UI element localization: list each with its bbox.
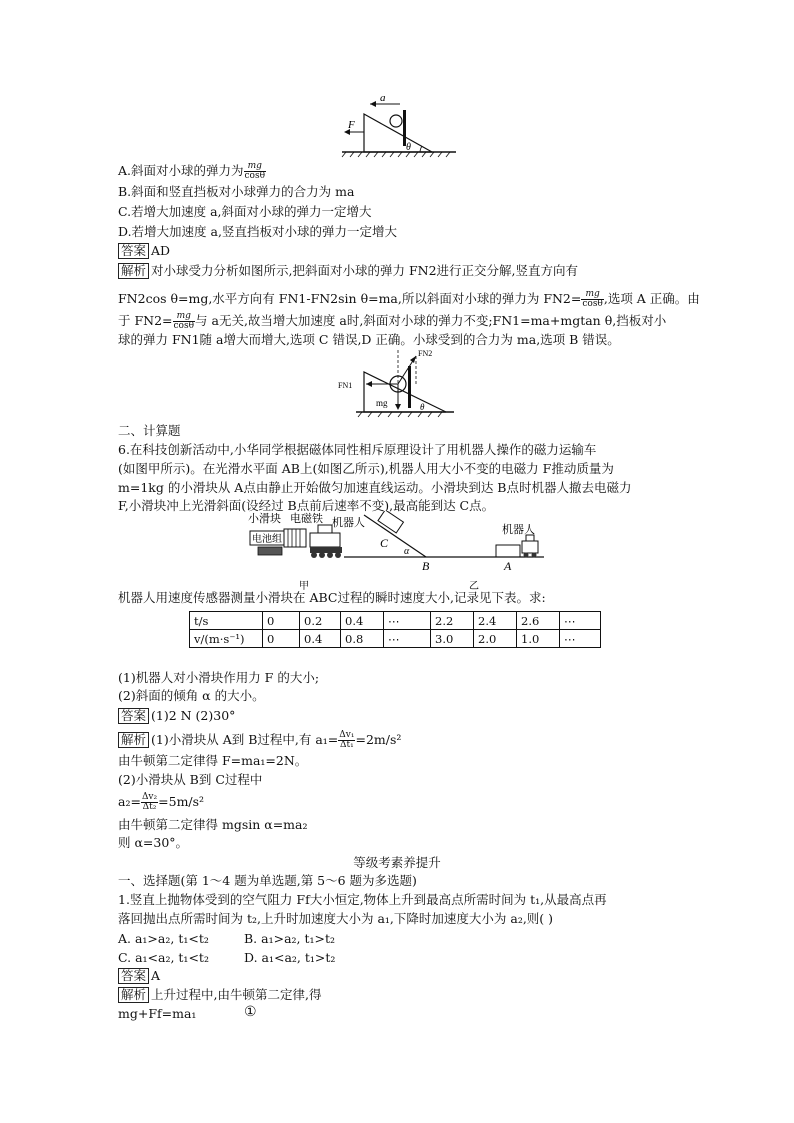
q6-line-2: (如图甲所示)。在光滑水平面 AB上(如图乙所示),机器人用大小不变的电磁力 F推动质量为 [118, 461, 614, 476]
q6-part-2: (2)斜面的倾角 α 的大小。 [118, 688, 265, 703]
label-theta-2: θ [420, 402, 425, 412]
label-robot: 机器人 [332, 517, 365, 529]
q6-line-3: m=1kg 的小滑块从 A点由静止开始做匀加速直线运动。小滑块到达 B点时机器人撤去电磁力 [118, 480, 632, 495]
analysis-tag: 解析 [118, 987, 149, 1003]
equation-1: mg+Ff=ma₁ [118, 1006, 197, 1021]
analysis-q1-line-1: 解析 上升过程中,由牛顿第二定律,得 [118, 987, 321, 1003]
q6-line-1: 6.在科技创新活动中,小华同学根据磁体同性相斥原理设计了用机器人操作的磁力运输车 [118, 442, 597, 457]
answer-tag: 答案 [118, 243, 149, 259]
section-heading-calc: 二、计算题 [118, 423, 181, 438]
section-title: 等级考素养提升 [353, 855, 441, 870]
label-mg: mg [376, 398, 388, 408]
q6-line-4: F,小滑块冲上光滑斜面(设经过 B点前后速率不变),最高能到达 C点。 [118, 498, 495, 513]
q6-table-intro: 机器人用速度传感器测量小滑块在 ABC过程的瞬时速度大小,记录见下表。求: [118, 590, 546, 605]
label-slider: 小滑块 [248, 513, 281, 525]
q6-part-1: (1)机器人对小滑块作用力 F 的大小; [118, 670, 320, 685]
label-robot-2: 机器人 [502, 524, 535, 536]
analysis6-line-4: a₂= $\frac{\text{Δv₂}}{\text{Δt₂}}$ =5m/s² [118, 792, 205, 812]
label-C: C [380, 536, 389, 550]
analysis-line-2: FN2cos θ=mg,水平方向有 FN1-FN2sin θ=ma,所以斜面对小球的弹力为 FN2= $\frac{mg}{\cos\theta}$ ,选项 A 正确。由 [118, 289, 700, 309]
label-a: a [380, 92, 386, 104]
label-fn1: FN1 [338, 381, 353, 390]
label-battery: 电池组 [252, 534, 282, 545]
figure-robot-track [244, 511, 554, 591]
analysis-line-4: 球的弹力 FN1随 a增大而增大,选项 C 错误,D 正确。小球受到的合力为 ma,选项 B 错误。 [118, 332, 620, 347]
analysis6-line-2: 由牛顿第二定律得 F=ma₁=2N。 [118, 753, 308, 768]
analysis6-line-1: 解析 (1)小滑块从 A到 B过程中,有 a₁= $\frac{\text{Δv₁}}{\text{Δt₁}}$ =2m/s² [118, 731, 401, 750]
analysis-line-3: 于 FN2= $\frac{mg}{\cos\theta}$ 与 a无关,故当增大加速度 a时,斜面对小球的弹力不变;FN1=ma+mgtan θ,挡板对小 [118, 311, 667, 331]
label-F: F [348, 119, 355, 131]
label-B: B [422, 559, 430, 573]
answer-block-6: 答案 (1)2 N (2)30° [118, 708, 235, 724]
analysis-line-1: 解析 对小球受力分析如图所示,把斜面对小球的弹力 FN2进行正交分解,竖直方向有 [118, 263, 578, 279]
table-row: v/(m·s⁻¹) 0 0.4 0.8 ⋯ 3.0 2.0 1.0 ⋯ [190, 630, 601, 648]
q1-option-c: C. a₁<a₂, t₁<t₂ [118, 950, 209, 965]
q1-line-1: 1.竖直上抛物体受到的空气阻力 Ff大小恒定,物体上升到最高点所需时间为 t₁,从最高点再 [118, 892, 607, 907]
analysis-tag: 解析 [118, 732, 149, 748]
option-b: B.斜面和竖直挡板对小球弹力的合力为 ma [118, 184, 355, 199]
option-a: A.斜面对小球的弹力为 $\frac{mg}{\cos\theta}$ [118, 161, 266, 181]
analysis6-line-3: (2)小滑块从 B到 C过程中 [118, 772, 263, 787]
analysis-tag: 解析 [118, 263, 149, 279]
caption-jia: 甲 [299, 581, 309, 591]
answer-block-q1: 答案 A [118, 968, 160, 984]
section-heading-choice: 一、选择题(第 1～4 题为单选题,第 5～6 题为多选题) [118, 873, 417, 888]
figure-force-diagram [336, 346, 456, 418]
label-A: A [504, 559, 512, 573]
caption-yi: 乙 [469, 581, 479, 591]
label-fn2: FN2 [418, 349, 433, 358]
option-d: D.若增大加速度 a,竖直挡板对小球的弹力一定增大 [118, 224, 397, 239]
label-theta: θ [406, 142, 411, 153]
q1-option-b: B. a₁>a₂, t₁>t₂ [244, 931, 336, 946]
table-row: t/s 0 0.2 0.4 ⋯ 2.2 2.4 2.6 ⋯ [190, 612, 601, 630]
q1-option-a: A. a₁>a₂, t₁<t₂ [118, 931, 209, 946]
analysis6-line-5: 由牛顿第二定律得 mgsin α=ma₂ [118, 817, 308, 832]
answer-block-1: 答案 AD [118, 243, 170, 259]
label-alpha: α [404, 546, 410, 557]
analysis6-line-6: 则 α=30°。 [118, 835, 189, 850]
figure-wedge-ball [340, 92, 458, 158]
velocity-table [189, 611, 601, 648]
answer-tag: 答案 [118, 708, 149, 724]
equation-number-1: ① [244, 1004, 257, 1020]
label-magnet: 电磁铁 [290, 513, 323, 525]
option-c: C.若增大加速度 a,斜面对小球的弹力一定增大 [118, 204, 372, 219]
answer-tag: 答案 [118, 968, 149, 984]
q1-option-d: D. a₁<a₂, t₁>t₂ [244, 950, 336, 965]
q1-line-2: 落回抛出点所需时间为 t₂,上升时加速度大小为 a₁,下降时加速度大小为 a₂,则( ) [118, 911, 554, 926]
